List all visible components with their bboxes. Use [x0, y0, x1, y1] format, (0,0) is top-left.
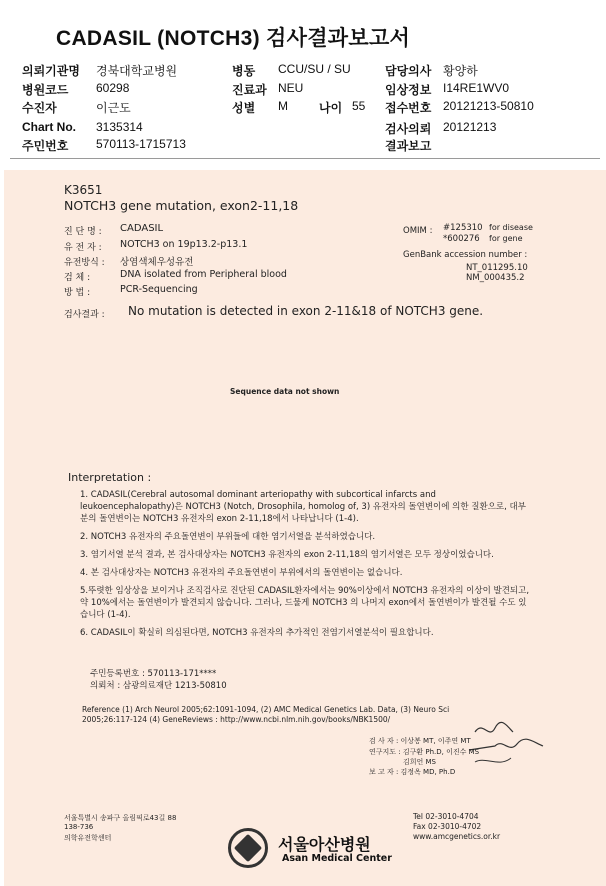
request-date-label: 검사의뢰 — [385, 122, 432, 136]
genbank-accession-1: NT_011295.10 — [466, 263, 528, 273]
id-value: 570113-1715713 — [96, 137, 186, 151]
omim-disease-desc: for disease — [489, 223, 533, 232]
contact-web: www.amcgenetics.or.kr — [413, 832, 501, 841]
interpretation-body — [80, 489, 532, 645]
logo-english: Asan Medical Center — [282, 853, 392, 864]
institution-label: 의뢰기관명 — [22, 64, 80, 78]
genbank-label: GenBank accession number : — [403, 250, 528, 260]
id-label: 주민번호 — [22, 139, 69, 153]
staff-supervisor-2: 김희언 MS — [403, 758, 436, 766]
hospital-code-value: 60298 — [96, 81, 130, 95]
age-value: 55 — [352, 99, 366, 113]
interpretation-title: Interpretation : — [68, 471, 152, 484]
dept-label: 진료과 — [232, 83, 267, 97]
request-date-value: 20121213 — [443, 120, 497, 134]
chart-no-value: 3135314 — [96, 120, 143, 134]
omim-label: OMIM : — [403, 226, 433, 236]
address-line-3: 의학유전학센터 — [64, 834, 112, 842]
sex-label: 성별 — [232, 101, 256, 115]
staff-tester: 검 사 자 : 이상봉 MT, 이주연 MT — [369, 737, 471, 745]
inheritance-value: 상염색체우성유전 — [120, 257, 194, 268]
result-value: No mutation is detected in exon 2-11&18 of NOTCH3 gene. — [128, 304, 484, 318]
ward-label: 병동 — [232, 64, 256, 78]
sex-value: M — [278, 99, 288, 113]
clinical-label: 임상정보 — [385, 83, 432, 97]
report-title: CADASIL (NOTCH3) 검사결과보고서 — [56, 27, 411, 50]
clinical-value: I14RE1WV0 — [443, 81, 510, 95]
requester: 의뢰처 : 삼광의료재단 1213-50810 — [90, 681, 227, 691]
header-divider — [10, 158, 600, 159]
contact-fax: Fax 02-3010-4702 — [413, 822, 482, 831]
omim-disease-number: #125310 — [443, 223, 483, 233]
reference-line-2: 2005;26:117-124 (4) GeneReviews : http://www.ncbi.nlm.nih.gov/books/NBK1500/ — [82, 715, 391, 724]
staff-reporter: 보 고 자 : 김정옥 MD, Ph.D — [369, 768, 456, 776]
sequence-note: Sequence data not shown — [230, 387, 340, 396]
asan-logo-emblem — [228, 828, 268, 868]
institution-value: 경북대학교병원 — [96, 64, 178, 78]
omim-gene-number: *600276 — [443, 234, 480, 244]
logo-korean: 서울아산병원 — [278, 835, 371, 854]
inheritance-label: 유전방식 : — [64, 258, 105, 268]
age-label: 나이 — [319, 101, 343, 115]
patient-label: 수진자 — [22, 101, 57, 115]
method-value: PCR-Sequencing — [120, 284, 198, 295]
omim-gene-desc: for gene — [489, 234, 523, 243]
receipt-label: 접수번호 — [385, 101, 432, 115]
contact-tel: Tel 02-3010-4704 — [413, 812, 479, 821]
result-report-label: 결과보고 — [385, 139, 432, 153]
address-line-1: 서울특별시 송파구 올림픽로43길 88 — [64, 814, 177, 822]
method-label: 방 법 : — [64, 288, 91, 298]
interpretation-item-6: 6. CADASIL이 확실히 의심된다면, NOTCH3 유전자의 추가적인 전염기서열분석이 필요합니다. — [80, 628, 434, 638]
patient-value: 이근도 — [96, 101, 131, 115]
diagnosis-value: CADASIL — [120, 223, 164, 234]
test-code: K3651 — [64, 183, 103, 197]
specimen-value: DNA isolated from Peripheral blood — [120, 269, 287, 280]
reference-line-1: Reference (1) Arch Neurol 2005;62:1091-1094, (2) AMC Medical Genetics Lab. Data, (3) Neuro Sci — [82, 705, 450, 714]
address-line-2: 138-736 — [64, 823, 94, 831]
gene-label: 유 전 자 : — [64, 243, 102, 253]
interpretation-item-1: 1. CADASIL(Cerebral autosomal dominant arteriopathy with subcortical infarcts and leukoencephalopathy)은 NOTCH3 (Notch, Drosophila, homolog of, 3) 유전자의 돌연변이에 의한 질환으로, 대부분의 돌연변이는 NOTCH3 유전자의 exon 2-11,18에서 나타납니다 (1-4). — [80, 490, 526, 524]
staff-supervisor: 연구지도 : 김구환 Ph.D, 이진수 MS — [369, 748, 480, 756]
result-label: 검사결과 : — [64, 310, 105, 320]
genbank-accession-2: NM_000435.2 — [466, 273, 525, 283]
test-name: NOTCH3 gene mutation, exon2-11,18 — [64, 198, 299, 213]
registration-number: 주민등록번호 : 570113-171**** — [90, 669, 217, 679]
gene-value: NOTCH3 on 19p13.2-p13.1 — [120, 239, 248, 250]
ward-value: CCU/SU / SU — [278, 62, 351, 76]
hospital-code-label: 병원코드 — [22, 83, 69, 97]
doctor-label: 담당의사 — [385, 64, 432, 78]
chart-no-label: Chart No. — [22, 120, 76, 134]
dept-value: NEU — [278, 81, 304, 95]
interpretation-item-3: 3. 염기서열 분석 결과, 본 검사대상자는 NOTCH3 유전자의 exon 2-11,18의 염기서열은 모두 정상이었습니다. — [80, 550, 494, 560]
interpretation-item-2: 2. NOTCH3 유전자의 주요돌연변이 부위들에 대한 염기서열을 분석하였습니다. — [80, 532, 376, 542]
interpretation-item-5: 5.뚜렷한 임상상을 보이거나 조직검사로 진단된 CADASIL환자에서는 90%이상에서 NOTCH3 유전자의 이상이 발견되고, 약 10%에서는 돌연변이가 발견되지 않습니다. 그러나, 드물게 NOTCH3 의 나머지 exon에서 돌연변이가 발견될 수도 있습니다 (1-4). — [80, 586, 530, 620]
receipt-value: 20121213-50810 — [443, 99, 534, 113]
doctor-value: 황양하 — [443, 64, 478, 78]
interpretation-item-4: 4. 본 검사대상자는 NOTCH3 유전자의 주요돌연변이 부위에서의 돌연변이는 없습니다. — [80, 568, 403, 578]
specimen-label: 검 체 : — [64, 273, 91, 283]
diagnosis-label: 진 단 명 : — [64, 227, 102, 237]
